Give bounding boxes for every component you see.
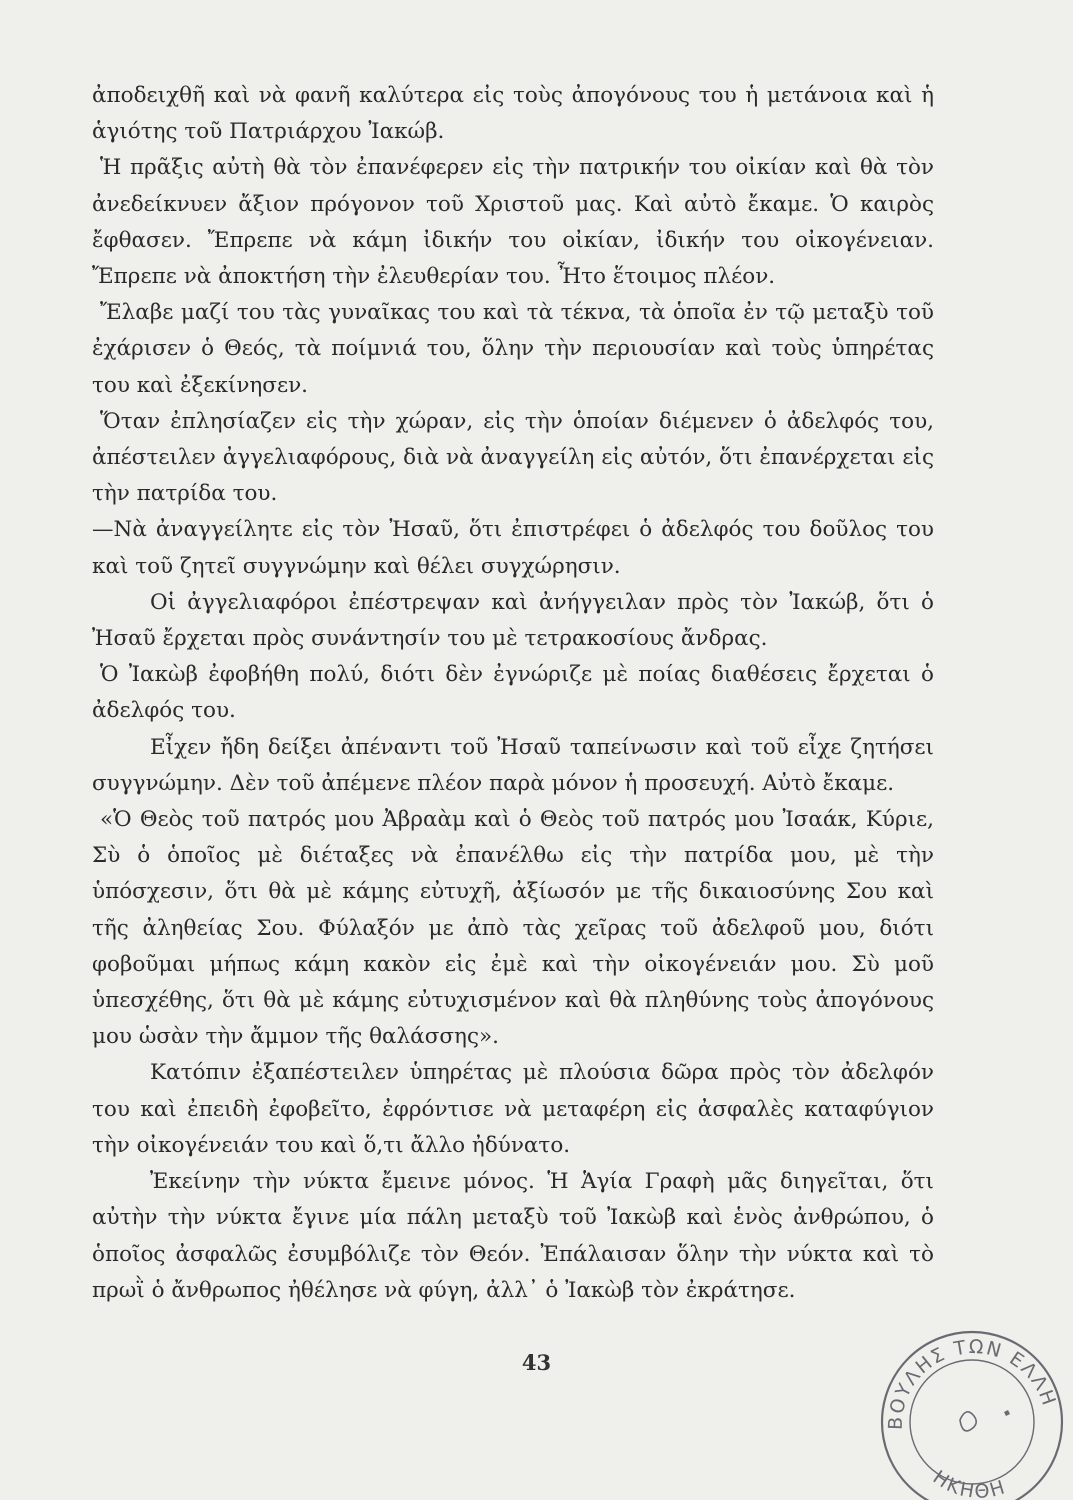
stamp-bottom-text [929, 1466, 1009, 1500]
stamp-emblem-icon [960, 1412, 976, 1431]
library-stamp-seal [872, 1312, 1072, 1500]
stamp-bottom-text-path: ΗΚΗΘΗ [928, 1466, 1009, 1500]
paragraph-1: ἀποδειχθῆ καὶ νὰ φανῆ καλύτερα εἰς τοὺς ἀπογόνους του ἡ μετάνοια καὶ ἡ ἁγιότης τοῦ Πατριάρχου Ἰακώβ. [92, 83, 934, 145]
paragraph-2: Ἡ πρᾶξις αὐτὴ θὰ τὸν ἐπανέφερεν εἰς τὴν πατρικήν του οἰκίαν καὶ θὰ τὸν ἀνεδείκνυεν ἄξιον πρόγονον τοῦ Χριστοῦ μας. Καὶ αὐτὸ ἔκαμε. Ὁ καιρὸς ἔφθασεν. Ἔπρεπε νὰ κάμη ἰδικήν του οἰκίαν, ἰδικήν του οἰκογένειαν. Ἔπρεπε νὰ ἀποκτήση τὴν ἐλευθερίαν του. Ἦτο ἕτοιμος πλέον. [92, 155, 934, 290]
stamp-mark-icon [1004, 1410, 1010, 1416]
paragraph-3: Ἔλαβε μαζί του τὰς γυναῖκας του καὶ τὰ τέκνα, τὰ ὁποῖα ἐν τῷ μεταξὺ τοῦ ἐχάρισεν ὁ Θεός, τὰ ποίμνιά του, ὅλην τὴν περιουσίαν καὶ τοὺς ὑπηρέτας του καὶ ἐξεκίνησεν. [92, 300, 934, 398]
page-number: 43 [521, 1350, 552, 1375]
paragraph-6: Οἱ ἀγγελιαφόροι ἐπέστρεψαν καὶ ἀνήγγειλαν πρὸς τὸν Ἰακώβ, ὅτι ὁ Ἠσαῦ ἔρχεται πρὸς συνάντησίν του μὲ τετρακοσίους ἄνδρας. [92, 589, 934, 652]
paragraph-7: Ὁ Ἰακὼβ ἐφοβήθη πολύ, διότι δὲν ἐγνώριζε μὲ ποίας διαθέσεις ἔρχεται ὁ ἀδελφός του. [92, 662, 934, 724]
stamp-text-path: ΒΟΥΛΗΣ ΤΩΝ ΕΛΛΗ [884, 1335, 1061, 1431]
paragraph-4: Ὅταν ἐπλησίαζεν εἰς τὴν χώραν, εἰς τὴν ὁποίαν διέμενεν ὁ ἀδελφός του, ἀπέστειλεν ἀγγελιαφόρους, διὰ νὰ ἀναγγείλη εἰς αὐτόν, ὅτι ἐπανέρχεται εἰς τὴν πατρίδα του. [92, 408, 934, 507]
paragraph-10: Κατόπιν ἐξαπέστειλεν ὑπηρέτας μὲ πλούσια δῶρα πρὸς τὸν ἀδελφόν του καὶ ἐπειδὴ ἐφοβεῖτο, ἐφρόντισε νὰ μεταφέρη εἰς ἀσφαλὲς καταφύγιον τὴν οἰκογένειάν του καὶ ὅ,τι ἄλλο ἠδύνατο. [92, 1060, 934, 1158]
body-text [92, 78, 934, 1309]
paragraph-5: —Νὰ ἀναγγείλητε εἰς τὸν Ἠσαῦ, ὅτι ἐπιστρέφει ὁ ἀδελφός του δοῦλος του καὶ τοῦ ζητεῖ συγγνώμην καὶ θέλει συγχώρησιν. [92, 517, 934, 579]
paragraph-9-prayer: «Ὁ Θεὸς τοῦ πατρός μου Ἀβραὰμ καὶ ὁ Θεὸς τοῦ πατρός μου Ἰσαάκ, Κύριε, Σὺ ὁ ὁποῖος μὲ διέταξες νὰ ἐπανέλθω εἰς τὴν πατρίδα μου, μὲ τὴν ὑπόσχεσιν, ὅτι θὰ μὲ κάμης εὐτυχῆ, ἀξίωσόν με τῆς δικαιοσύνης Σου καὶ τῆς ἀληθείας Σου. Φύλαξόν με ἀπὸ τὰς χεῖρας τοῦ ἀδελφοῦ μου, διότι φοβοῦμαι μήπως κάμη κακὸν εἰς ἐμὲ καὶ τὴν οἰκογένειάν μου. Σὺ μοῦ ὑπεσχέθης, ὅτι θὰ μὲ κάμης εὐτυχισμένον καὶ θὰ πληθύνης τοὺς ἀπογόνους μου ὡσὰν τὴν ἄμμον τῆς θαλάσσης». [92, 807, 934, 1050]
library-stamp [872, 1312, 1072, 1500]
paragraph-11: Ἐκείνην τὴν νύκτα ἔμεινε μόνος. Ἡ Ἁγία Γραφὴ μᾶς διηγεῖται, ὅτι αὐτὴν τὴν νύκτα ἔγινε μία πάλη μεταξὺ τοῦ Ἰακὼβ καὶ ἑνὸς ἀνθρώπου, ὁ ὁποῖος ἀσφαλῶς ἐσυμβόλιζε τὸν Θεόν. Ἐπάλαισαν ὅλην τὴν νύκτα καὶ τὸ πρωῒ ὁ ἄνθρωπος ἠθέλησε νὰ φύγη, ἀλλ᾽ ὁ Ἰακὼβ τὸν ἐκράτησε. [92, 1169, 934, 1303]
paragraph-8: Εἶχεν ἤδη δείξει ἀπέναντι τοῦ Ἠσαῦ ταπείνωσιν καὶ τοῦ εἶχε ζητήσει συγγνώμην. Δὲν τοῦ ἀπέμενε πλέον παρὰ μόνον ἡ προσευχή. Αὐτὸ ἔκαμε. [92, 734, 934, 796]
